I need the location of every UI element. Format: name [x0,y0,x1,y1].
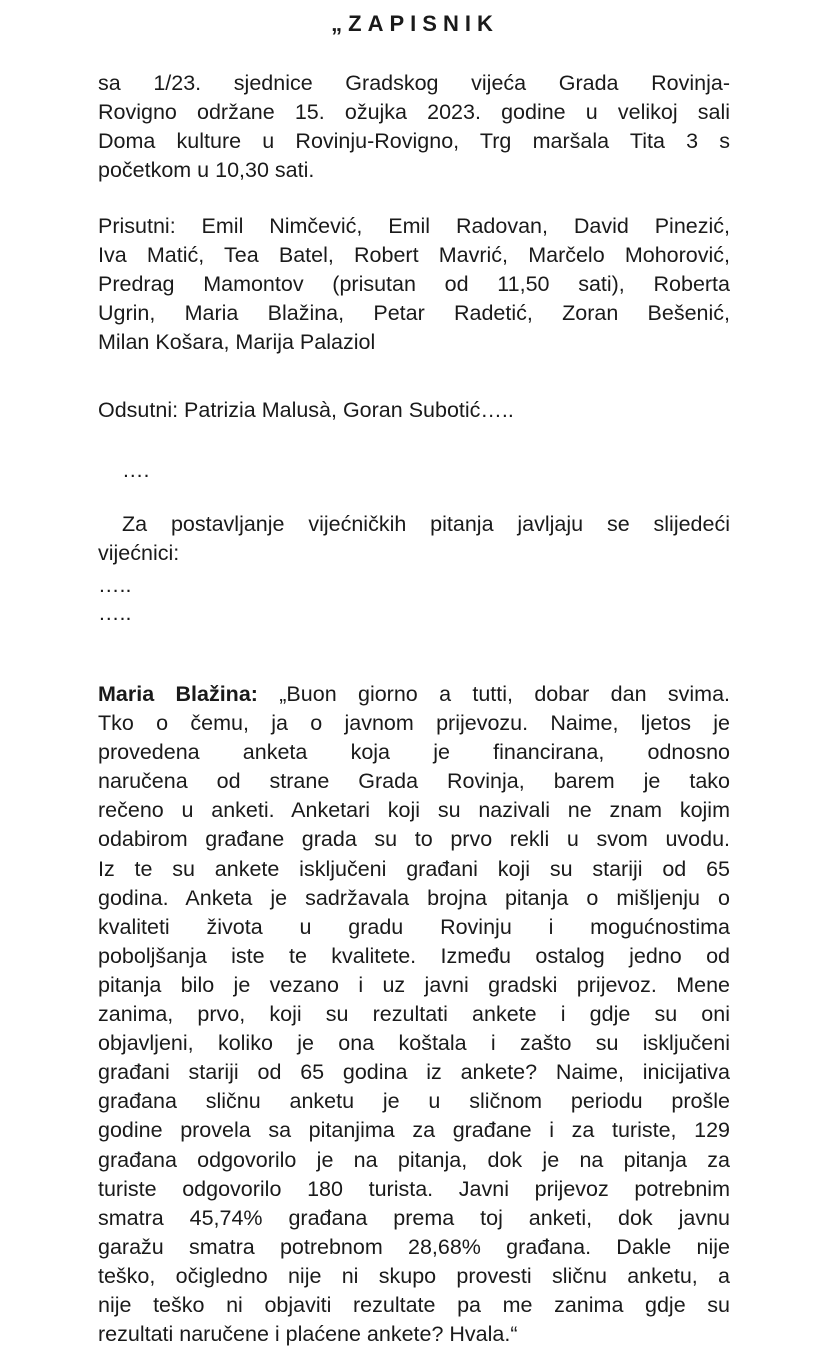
text-line: godina. Anketa je sadržavala brojna pitanja o mišljenju o [98,885,730,910]
text-line: građani stariji od 65 godina iz ankete? Naime, inicijativa [98,1060,730,1085]
document-title: „ZAPISNIK [331,11,499,36]
text-line: Doma kulture u Rovinju-Rovigno, Trg maršala Tita 3 s [98,129,730,154]
questions-intro-paragraph [98,510,730,568]
text-line: početkom u 10,30 sati. [98,158,315,183]
text-line: Rovigno održane 15. ožujka 2023. godine u velikoj sali [98,100,730,125]
absent-members-paragraph [98,396,730,425]
text-line: vijećnici: [98,541,180,566]
text-line: objavljeni, koliko je ona koštala i zašto su isključeni [98,1031,730,1056]
text-line: Tko o čemu, ja o javnom prijevozu. Naime, ljetos je [98,711,730,736]
text-line: odabirom građane grada su to prvo rekli u svom uvodu. [98,827,730,852]
text-line: naručena od strane Grada Rovinja, barem je tako [98,769,730,794]
text-line: godine provela sa pitanjima za građane i za turiste, 129 [98,1118,730,1143]
text-line: rečeno u anketi. Anketari koji su nazivali ne znam kojim [98,798,730,823]
present-members-paragraph [98,212,730,357]
text-line: smatra 45,74% građana prema toj anketi, dok javnu [98,1205,730,1230]
speech-text: „Buon giorno a tutti, dobar dan svima. [257,682,730,706]
speech-paragraph [98,680,730,1349]
text-line: nije teško ni objaviti rezultate pa me zanima gdje su [98,1292,730,1317]
text-line: …. [122,458,150,482]
text-line: Predrag Mamontov (prisutan od 11,50 sati), Roberta [98,272,730,297]
text-line: Prisutni: Emil Nimčević, Emil Radovan, David Pinezić, [98,214,730,238]
session-intro-paragraph [98,69,730,185]
text-line: Milan Košara, Marija Palaziol [98,330,376,355]
text-line: provedena anketa koja je financirana, odnosno [98,740,730,765]
omission-ellipsis [98,571,730,600]
text-line: rezultati naručene i plaćene ankete? Hvala.“ [98,1322,518,1347]
text-line: Iz te su ankete isključeni građani koji su stariji od 65 [98,856,730,881]
speaker-name: Maria Blažina: [98,682,258,706]
text-line: zanima, prvo, koji su rezultati ankete i gdje su oni [98,1002,730,1027]
text-line: teško, očigledno nije ni skupo provesti sličnu anketu, a [98,1263,730,1288]
text-line: poboljšanja iste te kvalitete. Između ostalog jedno od [98,943,730,968]
text-line: Ugrin, Maria Blažina, Petar Radetić, Zoran Bešenić, [98,301,730,326]
omission-ellipsis [98,599,730,628]
text-line: turiste odgovorilo 180 turista. Javni prijevoz potrebnim [98,1176,730,1201]
text-line: građana odgovorilo je na pitanja, dok je na pitanja za [98,1147,730,1172]
text-line: Odsutni: Patrizia Malusà, Goran Subotić….. [98,398,514,422]
text-line: Iva Matić, Tea Batel, Robert Mavrić, Marčelo Mohorović, [98,243,730,268]
text-line: garažu smatra potrebnom 28,68% građana. Dakle nije [98,1234,730,1259]
text-line [98,680,730,709]
text-line: kvaliteti života u gradu Rovinju i mogućnostima [98,914,730,939]
omission-ellipsis [122,456,754,485]
text-line: ….. [98,601,132,625]
text-line: ….. [98,573,132,597]
text-line: sa 1/23. sjednice Gradskog vijeća Grada Rovinja- [98,71,730,95]
text-line: građana sličnu anketu je u sličnom periodu prošle [98,1089,730,1114]
text-line: pitanja bilo je vezano i uz javni gradski prijevoz. Mene [98,972,730,997]
text-line: Za postavljanje vijećničkih pitanja javljaju se slijedeći [122,512,730,536]
